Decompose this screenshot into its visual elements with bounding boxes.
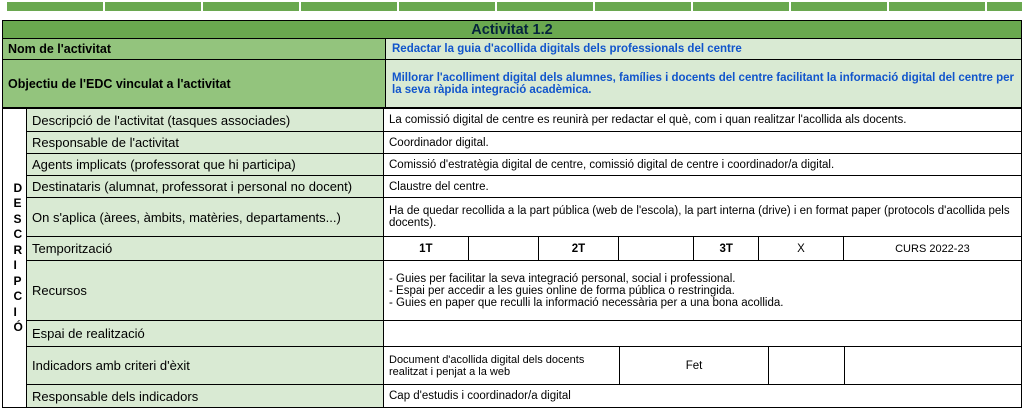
recursos-value-cell[interactable] [384,261,1021,320]
spreadsheet-header-strip [7,2,1022,12]
indicadors-value-cell[interactable]: Document d'acollida digital dels docents realitzat i penjat a la web [384,347,620,384]
row-on-saplica [27,198,1021,237]
destinataris-value-cell[interactable]: Claustre del centre. [384,176,1021,197]
agents-implicats-value-cell[interactable]: Comissió d'estratègia digital de centre, comissió digital de centre i coordinador/a digital. [384,154,1021,175]
vertical-section-header [3,109,27,407]
temporitzacio-cell-3t-mark[interactable]: X [759,237,844,260]
on-saplica-label-cell[interactable]: On s'aplica (àrees, àmbits, matèries, departaments...) [27,198,384,236]
row-destinataris [27,176,1021,198]
agents-implicats-label-cell[interactable]: Agents implicats (professorat que hi participa) [27,154,384,175]
recursos-line-3: - Guies en paper que reculli la informació necessària per a una bona acollida. [389,296,784,309]
indicadors-cells [384,347,1021,384]
destinataris-label-cell[interactable]: Destinataris (alumnat, professorat i personal no docent) [27,176,384,197]
responsable-indicadors-value-cell[interactable]: Cap d'estudis i coordinador/a digital [384,385,1021,407]
descripcio-label-cell[interactable]: Descripció de l'activitat (tasques associades) [27,109,384,131]
recursos-line-2: - Espai per accedir a les guies online de forma pública o restringida. [389,284,735,297]
descripcio-section [3,109,1021,407]
temporitzacio-cell-curs[interactable]: CURS 2022-23 [844,237,1021,260]
temporitzacio-cell-3t[interactable]: 3T [694,237,759,260]
row-agents-implicats [27,154,1021,176]
nom-activitat-value-cell[interactable]: Redactar la guia d'acollida digitals dels professionals del centre [386,39,1021,59]
on-saplica-value-cell[interactable]: Ha de quedar recollida a la part pública (web de l'escola), la part interna (drive) i en format paper (protocols d'acollida pels docents). [384,198,1021,236]
temporitzacio-cell-2t[interactable]: 2T [539,237,619,260]
indicadors-status-cell[interactable]: Fet [620,347,770,384]
vertical-section-label: DESCRIPCIÓ [13,180,23,334]
indicadors-empty-cell-1[interactable] [769,347,844,384]
objectiu-edc-label-cell[interactable]: Objectiu de l'EDC vinculat a l'activitat [3,60,386,107]
temporitzacio-cell-1t-mark[interactable] [469,237,539,260]
row-indicadors [27,347,1021,385]
activity-title-cell[interactable]: Activitat 1.2 [3,21,1021,39]
temporitzacio-cells [384,237,1021,260]
descripcio-rows [27,109,1021,407]
indicadors-empty-cell-2[interactable] [845,347,1021,384]
espai-realitzacio-label-cell[interactable]: Espai de realització [27,321,384,346]
row-espai-realitzacio [27,321,1021,347]
espai-realitzacio-value-cell[interactable] [384,321,1021,346]
row-recursos [27,261,1021,321]
nom-activitat-label-cell[interactable]: Nom de l'activitat [3,39,386,59]
responsable-activitat-value-cell[interactable]: Coordinador digital. [384,132,1021,153]
objectiu-edc-value-cell[interactable]: Millorar l'acolliment digital dels alumnes, famílies i docents del centre facilitant la informació digital del centre per la seva ràpida integració acadèmica. [386,60,1021,107]
recursos-line-1: - Guies per facilitar la seva integració personal, social i professional. [389,272,736,285]
temporitzacio-cell-2t-mark[interactable] [619,237,694,260]
row-responsable-indicadors [27,385,1021,407]
temporitzacio-cell-1t[interactable]: 1T [384,237,469,260]
descripcio-value-cell[interactable]: La comissió digital de centre es reunirà per redactar el què, com i quan realitzar l'acollida als docents. [384,109,1021,131]
recursos-label-cell[interactable]: Recursos [27,261,384,320]
responsable-activitat-label-cell[interactable]: Responsable de l'activitat [27,132,384,153]
activity-table [2,20,1022,408]
row-descripcio [27,109,1021,132]
row-objectiu-edc [3,60,1021,109]
indicadors-label-cell[interactable]: Indicadors amb criteri d'èxit [27,347,384,384]
row-temporitzacio [27,237,1021,261]
row-nom-activitat [3,39,1021,60]
responsable-indicadors-label-cell[interactable]: Responsable dels indicadors [27,385,384,407]
row-responsable-activitat [27,132,1021,154]
temporitzacio-label-cell[interactable]: Temporització [27,237,384,260]
